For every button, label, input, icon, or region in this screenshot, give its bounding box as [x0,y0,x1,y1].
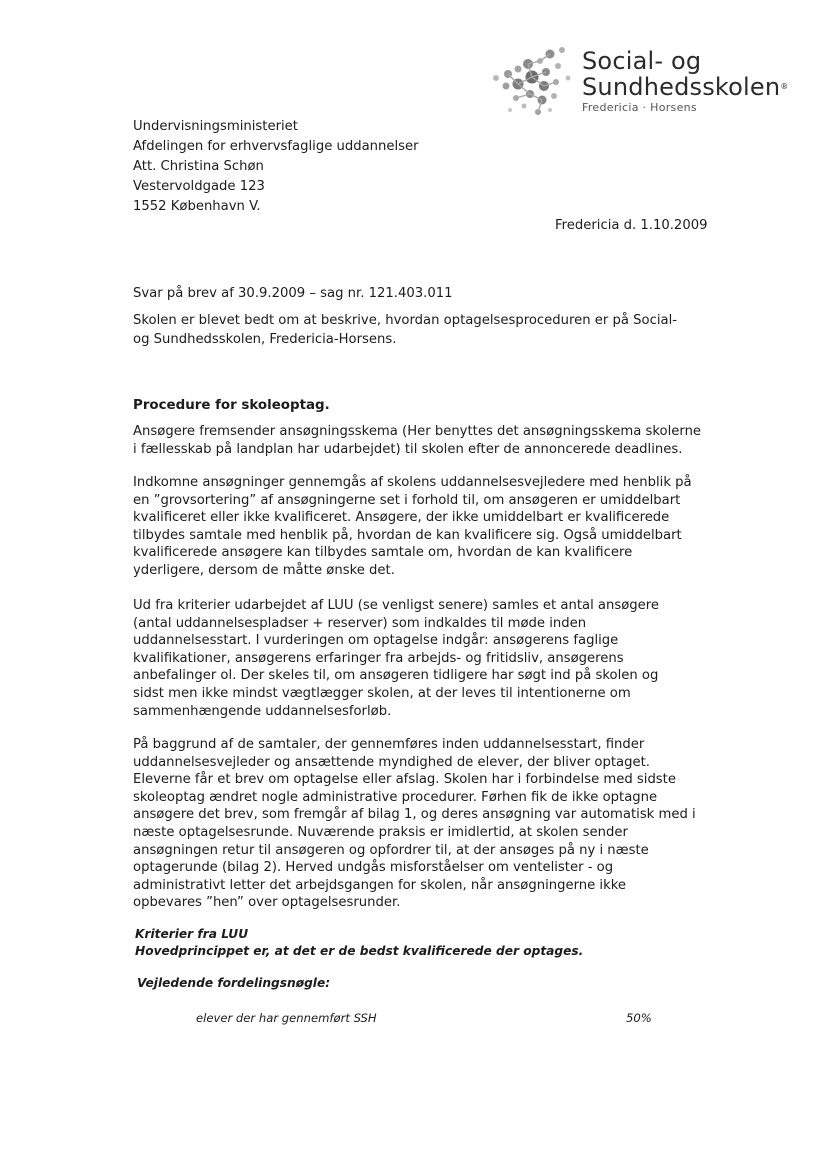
body-paragraph-4 [133,736,728,912]
paragraph-line: næste optagelsesrunde. Nuværende praksis er imidlertid, at skolen sender [133,824,628,840]
address-line: Undervisningsministeriet [133,119,298,134]
body-paragraph-1 [133,423,728,458]
paragraph-line: opbevares ”hen” over optagelsesrunder. [133,895,401,911]
paragraph-line: en ”grovsortering” af ansøgningerne set i forhold til, om ansøgeren er umiddelbart [133,492,681,508]
paragraph-line: optagerunde (bilag 2). Herved undgås misforståelser om ventelister - og [133,860,614,876]
distribution-key-label: elever der har gennemført SSH [196,1011,377,1025]
address-line: Vestervoldgade 123 [133,179,265,194]
criteria-principle: Hovedprincippet er, at det er de bedst kvalificerede der optages. [135,944,584,958]
paragraph-line: (antal uddannelsespladser + reserver) som indkaldes til møde inden [133,615,587,631]
recipient-address [133,117,419,217]
address-line: 1552 København V. [133,199,261,214]
distribution-key-value: 50% [626,1011,652,1025]
paragraph-line: yderligere, dersom de måtte ønske det. [133,562,395,578]
paragraph-line: kvalificeret eller ikke kvalificeret. Ansøgere, der ikke umiddelbart er kvalificerede [133,510,670,526]
intro-line: og Sundhedsskolen, Fredericia-Horsens. [133,331,397,347]
paragraph-line: kvalificerede ansøgere kan tilbydes samtale om, hvordan de kan kvalificere [133,545,633,561]
section-heading: Procedure for skoleoptag. [133,398,330,413]
paragraph-line: Eleverne får et brev om optagelse eller afslag. Skolen har i forbindelse med sidste [133,772,676,788]
trademark-mark: ® [780,82,789,91]
address-line: Att. Christina Schøn [133,159,264,174]
molecule-logo-icon [488,44,580,120]
paragraph-line: ansøgningen retur til ansøgeren og opfordrer til, at der ansøges på ny i næste [133,842,649,858]
logo-line-2-text: Sundhedsskolen [582,73,781,101]
school-logo [488,44,788,120]
logo-line-1: Social- og [582,47,702,75]
paragraph-line: sidst men ikke mindst vægtlægger skolen, at der leves til intentionerne om [133,685,631,701]
paragraph-line: Ansøgere fremsender ansøgningsskema (Her benyttes det ansøgningsskema skolerne [133,424,702,439]
intro-paragraph [133,312,723,349]
paragraph-line: Indkomne ansøgninger gennemgås af skolens uddannelsesvejledere med henblik på [133,475,692,490]
distribution-key-title: Vejledende fordelingsnøgle: [137,976,331,990]
criteria-block [135,926,583,960]
address-line: Afdelingen for erhvervsfaglige uddannelser [133,139,419,154]
paragraph-line: uddannelsesvejleder og ansættende myndighed de elever, der bliver optaget. [133,754,650,770]
logo-line-2 [582,74,788,100]
paragraph-line: skoleoptag ændret nogle administrative procedurer. Førhen fik de ikke optagne [133,789,658,805]
logo-subtitle: Fredericia · Horsens [582,101,697,114]
body-paragraph-2 [133,474,728,580]
paragraph-line: Ud fra kriterier udarbejdet af LUU (se venligst senere) samles et antal ansøgere [133,598,660,613]
paragraph-line: ansøgere det brev, som fremgår af bilag 1, og deres ansøgning var automatisk med i [133,807,696,823]
paragraph-line: administrativt letter det arbejdsgangen for skolen, når ansøgningerne ikke [133,877,627,893]
paragraph-line: sammenhængende uddannelsesforløb. [133,703,392,719]
reference-line: Svar på brev af 30.9.2009 – sag nr. 121.403.011 [133,286,453,301]
letter-date: Fredericia d. 1.10.2009 [555,218,708,233]
body-paragraph-3 [133,597,728,720]
paragraph-line: i fællesskab på landplan har udarbejdet) til skolen efter de annoncerede deadlines. [133,441,683,457]
criteria-title: Kriterier fra LUU [135,927,249,941]
paragraph-line: På baggrund af de samtaler, der gennemføres inden uddannelsesstart, finder [133,737,645,752]
paragraph-line: kvalifikationer, ansøgerens erfaringer fra arbejds- og fritidsliv, ansøgerens [133,650,624,666]
intro-line: Skolen er blevet bedt om at beskrive, hvordan optagelsesproceduren er på Social- [133,313,678,328]
logo-wordmark [582,48,788,115]
paragraph-line: uddannelsesstart. I vurderingen om optagelse indgår: ansøgerens faglige [133,633,619,649]
paragraph-line: anbefalinger ol. Der skeles til, om ansøgeren tidligere har søgt ind på skolen og [133,668,659,684]
paragraph-line: tilbydes samtale med henblik på, hvordan de kan kvalificere sig. Også umiddelbart [133,527,682,543]
